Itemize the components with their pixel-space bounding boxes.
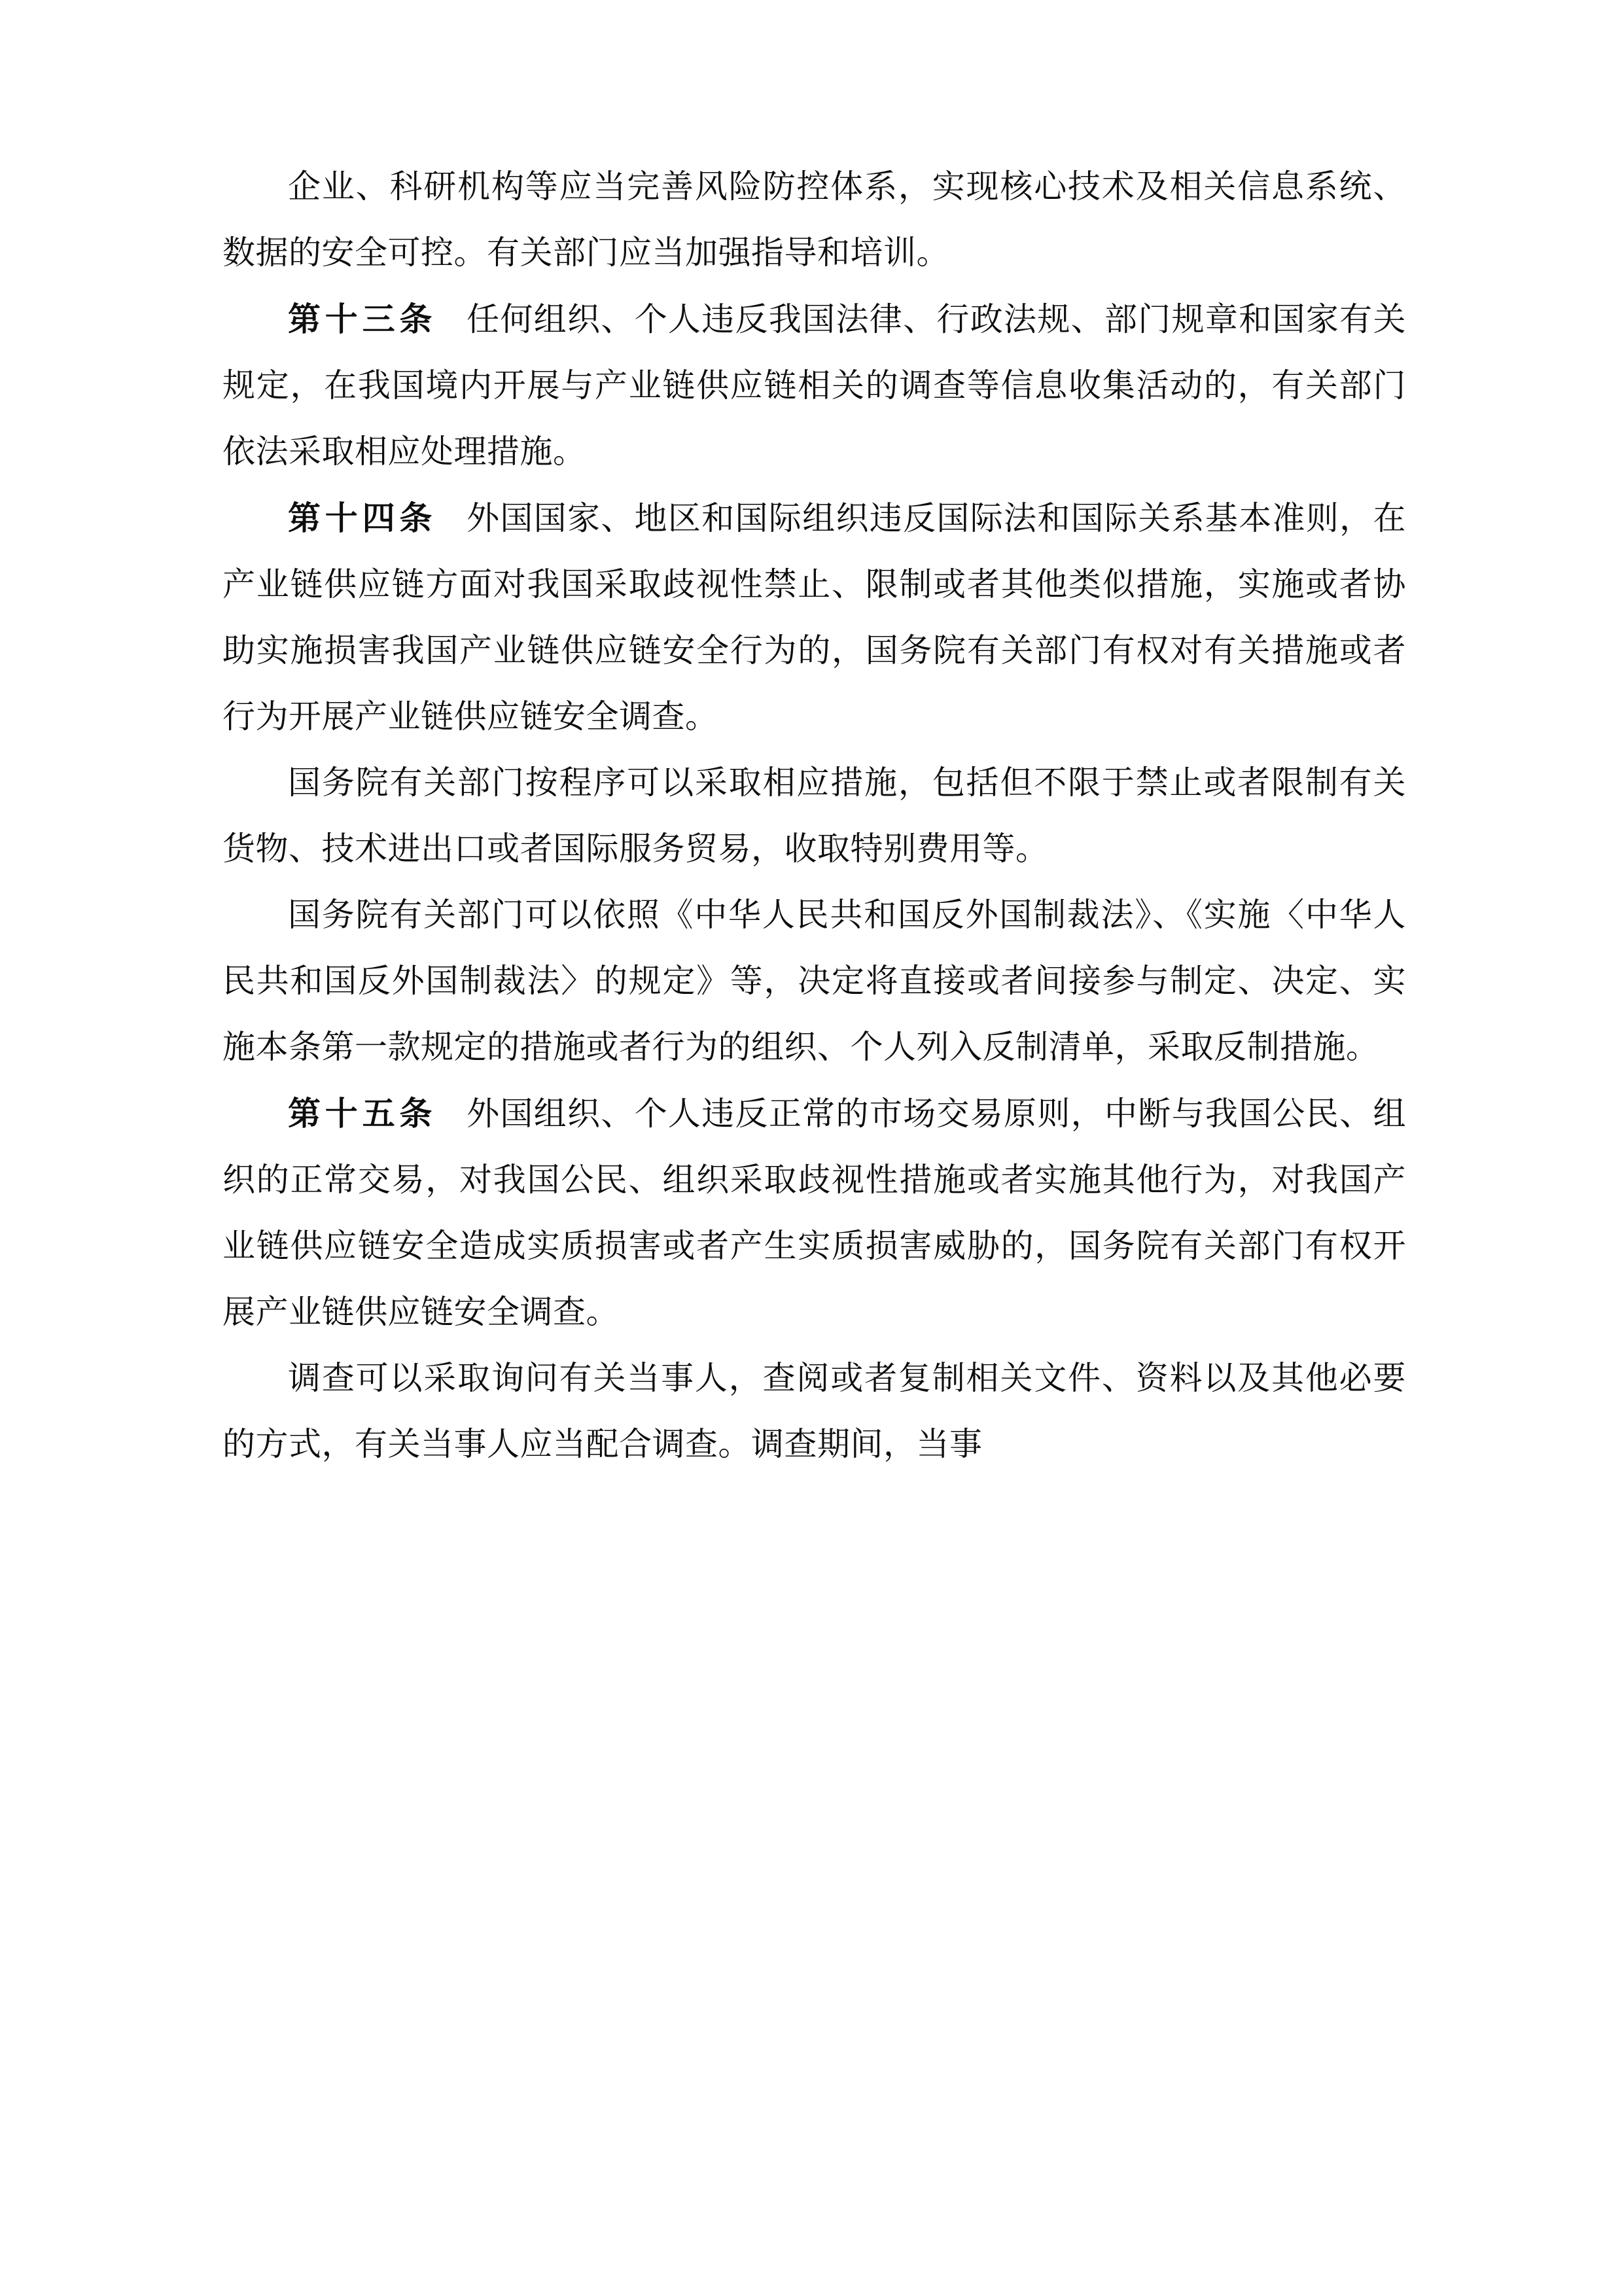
paragraph-text: 调查可以采取询问有关当事人，查阅或者复制相关文件、资料以及其他必要的方式，有关当事人应当配合调查。调查期间，当事 bbox=[222, 1359, 1406, 1463]
paragraph-text: 企业、科研机构等应当完善风险防控体系，实现核心技术及相关信息系统、数据的安全可控。有关部门应当加强指导和培训。 bbox=[222, 168, 1406, 272]
paragraph-text: 国务院有关部门可以依照《中华人民共和国反外国制裁法》、《实施〈中华人民共和国反外国制裁法〉的规定》等，决定将直接或者间接参与制定、决定、实施本条第一款规定的措施或者行为的组织、个人列入反制清单，采取反制措施。 bbox=[222, 896, 1406, 1066]
paragraph-risk-control bbox=[222, 154, 1406, 286]
paragraph-article-13 bbox=[222, 286, 1406, 485]
paragraph-text: 任何组织、个人违反我国法律、行政法规、部门规章和国家有关规定，在我国境内开展与产业链供应链相关的调查等信息收集活动的，有关部门依法采取相应处理措施。 bbox=[222, 300, 1406, 470]
article-label: 第十三条 bbox=[288, 300, 437, 338]
paragraph-article-14 bbox=[222, 485, 1406, 750]
paragraph-article-15-second bbox=[222, 1345, 1406, 1477]
paragraph-text: 国务院有关部门按程序可以采取相应措施，包括但不限于禁止或者限制有关货物、技术进出口或者国际服务贸易，收取特别费用等。 bbox=[222, 764, 1406, 868]
paragraph-article-14-third bbox=[222, 882, 1406, 1080]
paragraph-text: 外国组织、个人违反正常的市场交易原则，中断与我国公民、组织的正常交易，对我国公民、组织采取歧视性措施或者实施其他行为，对我国产业链供应链安全造成实质损害或者产生实质损害威胁的，国务院有关部门有权开展产业链供应链安全调查。 bbox=[222, 1095, 1406, 1331]
paragraph-text: 外国国家、地区和国际组织违反国际法和国际关系基本准则，在产业链供应链方面对我国采取歧视性禁止、限制或者其他类似措施，实施或者协助实施损害我国产业链供应链安全行为的，国务院有关部门有权对有关措施或者行为开展产业链供应链安全调查。 bbox=[222, 499, 1406, 735]
paragraph-article-14-second bbox=[222, 750, 1406, 882]
document-body bbox=[222, 154, 1406, 1477]
article-label: 第十四条 bbox=[288, 499, 437, 537]
article-label: 第十五条 bbox=[288, 1094, 437, 1133]
paragraph-article-15 bbox=[222, 1080, 1406, 1345]
